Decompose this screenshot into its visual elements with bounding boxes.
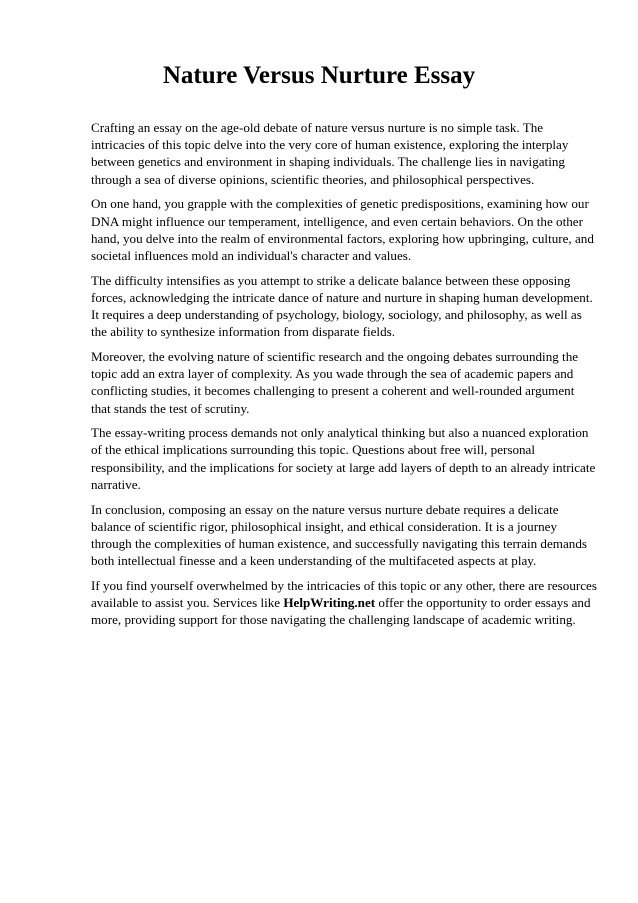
paragraph-2: On one hand, you grapple with the complexities of genetic predispositions, examining how our DNA might influence our temperament, intelligence, and even certain behaviors. On the other hand, you delve into the realm of environmental factors, exploring how upbringing, culture, and societal influences mold an individual's character and values. [91, 196, 594, 263]
closing-text-before: If you find yourself overwhelmed by the intricacies of this topic or any other, there are resources available to assist you. Services like [91, 577, 597, 611]
essay-body [91, 119, 597, 636]
closing-text-after: offer the opportunity to order essays and more, providing support for those navigating the challenging landscape of academic writing. [91, 595, 591, 628]
paragraph-5: The essay-writing process demands not only analytical thinking but also a nuanced exploration of the ethical implications surrounding this topic. Questions about free will, personal responsibility, and the implications for society at large add layers of depth to an already intricate narrative. [91, 425, 596, 492]
paragraph-4: Moreover, the evolving nature of scientific research and the ongoing debates surrounding the topic add an extra layer of complexity. As you wade through the sea of academic papers and conflicting studies, it becomes challenging to present a coherent and well-rounded argument that stands the test of scrutiny. [91, 348, 579, 416]
paragraph-6: In conclusion, composing an essay on the nature versus nurture debate requires a delicate balance of scientific rigor, philosophical insight, and ethical consideration. It is a journey through the complexities of human existence, and successfully navigating this terrain demands both intellectual finesse and a keen understanding of the multifaceted aspects at play. [91, 501, 587, 569]
paragraph-3: The difficulty intensifies as you attempt to strike a delicate balance between these opposing forces, acknowledging the intricate dance of nature and nurture in shaping human development. It requires a deep understanding of psychology, biology, sociology, and philosophy, as well as the ability to synthesize information from disparate fields. [91, 272, 593, 340]
paragraph-1: Crafting an essay on the age-old debate of nature versus nurture is no simple task. The intricacies of this topic delve into the very core of human existence, exploring the interplay between genetics and environment in shaping individuals. The challenge lies in navigating through a sea of diverse opinions, scientific theories, and philosophical perspectives. [91, 120, 569, 187]
service-brand-name: HelpWriting.net [283, 595, 376, 611]
page-title: Nature Versus Nurture Essay [162, 62, 476, 89]
closing-paragraph [91, 577, 597, 629]
